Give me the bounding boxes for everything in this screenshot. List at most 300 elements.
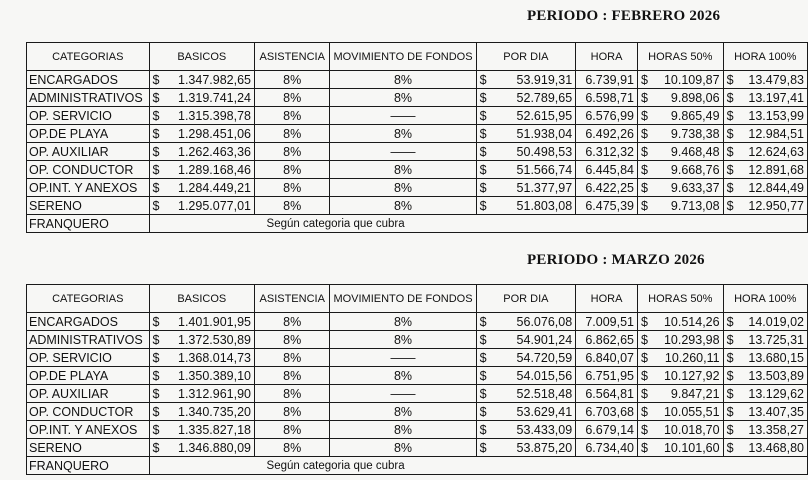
money-value [480,90,573,106]
amount: 10.260,11 [664,350,720,365]
column-header: POR DIA [476,285,576,313]
amount: 10.293,98 [663,332,720,347]
currency-symbol: $ [152,90,160,105]
amount: 54.015,56 [516,368,573,383]
currency-symbol: $ [726,198,734,213]
currency-symbol: $ [726,386,734,401]
basico-cell [149,349,254,367]
currency-symbol: $ [726,422,734,437]
table-row [27,107,808,125]
column-header: HORA 100% [723,285,807,313]
amount: 13.479,83 [748,72,804,87]
amount: 9.847,21 [670,386,720,401]
currency-symbol: $ [640,332,648,347]
money-value [727,162,804,178]
basico-cell [149,313,254,331]
money-value [641,126,720,142]
column-header: ASISTENCIA [255,43,330,71]
amount: 13.358,27 [748,422,804,437]
movimiento-cell: 8% [330,331,476,349]
table-row [27,71,808,89]
amount: 53.629,41 [516,404,573,419]
movimiento-cell: —— [330,385,476,403]
horas-50-cell [637,421,723,439]
amount: 54.901,24 [516,332,573,347]
amount: 9.738,38 [670,126,720,141]
hora-100-cell [723,403,807,421]
column-header: HORAS 50% [637,285,723,313]
currency-symbol: $ [726,350,734,365]
currency-symbol: $ [152,332,160,347]
currency-symbol: $ [640,314,648,329]
hora-100-cell [723,143,807,161]
money-value [480,350,573,366]
amount: 51.566,74 [516,162,573,177]
period-title-marzo: PERIODO : MARZO 2026 [527,252,705,268]
money-value [480,126,573,142]
amount: 51.803,08 [516,198,573,213]
money-value [153,90,251,106]
asistencia-cell: 8% [255,367,330,385]
table-row [27,89,808,107]
horas-50-cell [637,179,723,197]
money-value [153,368,251,384]
currency-symbol: $ [479,126,487,141]
currency-symbol: $ [726,404,734,419]
money-value [153,350,251,366]
currency-symbol: $ [152,108,160,123]
table-row [27,179,808,197]
hora-100-cell [723,349,807,367]
money-value [480,180,573,196]
amount: 52.615,95 [516,108,573,123]
money-value [153,386,251,402]
column-header: POR DIA [476,43,576,71]
hora-cell: 6.739,91 [576,71,638,89]
basico-cell [149,197,254,215]
hora-cell: 6.840,07 [576,349,638,367]
hora-100-cell [723,179,807,197]
asistencia-cell: 8% [255,179,330,197]
amount: 1.289.168,46 [178,162,251,177]
column-header: HORA [576,285,638,313]
currency-symbol: $ [152,180,160,195]
table-row [27,143,808,161]
currency-symbol: $ [640,126,648,141]
hora-cell: 6.312,32 [576,143,638,161]
amount: 1.346.880,09 [178,440,251,455]
currency-symbol: $ [726,314,734,329]
category-cell: SERENO [27,197,150,215]
por-dia-cell [476,89,576,107]
money-value [727,198,804,214]
hora-cell: 6.564,81 [576,385,638,403]
hora-cell: 6.734,40 [576,439,638,457]
por-dia-cell [476,385,576,403]
horas-50-cell [637,439,723,457]
category-cell: OP. SERVICIO [27,107,150,125]
money-value [153,72,251,88]
por-dia-cell [476,403,576,421]
basico-cell [149,125,254,143]
currency-symbol: $ [152,72,160,87]
franquero-note: Según categoria que cubra [149,457,807,475]
amount: 10.514,26 [663,314,720,329]
amount: 53.433,09 [516,422,573,437]
por-dia-cell [476,349,576,367]
amount: 9.468,48 [670,144,720,159]
hora-cell: 6.598,71 [576,89,638,107]
amount: 12.950,77 [748,198,804,213]
category-cell: OP. AUXILIAR [27,385,150,403]
header-row [27,285,808,313]
money-value [641,162,720,178]
hora-cell: 6.475,39 [576,197,638,215]
currency-symbol: $ [479,332,487,347]
category-cell: OP.DE PLAYA [27,367,150,385]
basico-cell [149,71,254,89]
franquero-row [27,457,808,475]
amount: 1.350.389,10 [178,368,251,383]
movimiento-cell: 8% [330,161,476,179]
por-dia-cell [476,143,576,161]
amount: 54.720,59 [516,350,573,365]
amount: 13.680,15 [748,350,804,365]
money-value [480,198,573,214]
movimiento-cell: 8% [330,421,476,439]
horas-50-cell [637,89,723,107]
por-dia-cell [476,125,576,143]
amount: 53.875,20 [516,440,573,455]
movimiento-cell: 8% [330,125,476,143]
asistencia-cell: 8% [255,71,330,89]
amount: 12.624,63 [748,144,804,159]
asistencia-cell: 8% [255,197,330,215]
por-dia-cell [476,107,576,125]
money-value [641,368,720,384]
period-title-febrero: PERIODO : FEBRERO 2026 [527,8,721,24]
amount: 12.891,68 [748,162,804,177]
currency-symbol: $ [479,350,487,365]
currency-symbol: $ [726,144,734,159]
money-value [727,350,804,366]
column-header: CATEGORIAS [27,43,150,71]
currency-symbol: $ [152,404,160,419]
amount: 13.153,99 [748,108,804,123]
currency-symbol: $ [479,162,487,177]
money-value [641,198,720,214]
category-cell: OP. CONDUCTOR [27,161,150,179]
movimiento-cell: —— [330,143,476,161]
salary-table-febrero [26,42,808,233]
currency-symbol: $ [152,162,160,177]
asistencia-cell: 8% [255,421,330,439]
money-value [727,440,804,456]
hora-100-cell [723,313,807,331]
amount: 53.919,31 [516,72,573,87]
category-cell: OP. CONDUCTOR [27,403,150,421]
hora-100-cell [723,331,807,349]
hora-cell: 7.009,51 [576,313,638,331]
currency-symbol: $ [479,368,487,383]
amount: 13.197,41 [748,90,804,105]
currency-symbol: $ [640,422,648,437]
currency-symbol: $ [479,386,487,401]
money-value [727,422,804,438]
currency-symbol: $ [640,90,648,105]
basico-cell [149,331,254,349]
money-value [480,422,573,438]
movimiento-cell: 8% [330,439,476,457]
money-value [641,144,720,160]
money-value [641,314,720,330]
basico-cell [149,385,254,403]
franquero-row [27,215,808,233]
asistencia-cell: 8% [255,439,330,457]
money-value [727,314,804,330]
horas-50-cell [637,125,723,143]
money-value [641,332,720,348]
amount: 10.018,70 [663,422,720,437]
category-cell: FRANQUERO [27,215,150,233]
currency-symbol: $ [726,126,734,141]
amount: 10.101,60 [663,440,720,455]
currency-symbol: $ [640,368,648,383]
amount: 13.129,62 [748,386,804,401]
currency-symbol: $ [152,368,160,383]
currency-symbol: $ [479,90,487,105]
money-value [153,440,251,456]
money-value [727,72,804,88]
currency-symbol: $ [479,108,487,123]
amount: 52.789,65 [516,90,573,105]
amount: 50.498,53 [516,144,573,159]
basico-cell [149,143,254,161]
movimiento-cell: —— [330,107,476,125]
asistencia-cell: 8% [255,89,330,107]
currency-symbol: $ [152,314,160,329]
currency-symbol: $ [479,440,487,455]
basico-cell [149,161,254,179]
currency-symbol: $ [726,180,734,195]
column-header: BASICOS [149,43,254,71]
money-value [727,368,804,384]
currency-symbol: $ [726,440,734,455]
table-row [27,313,808,331]
amount: 1.335.827,18 [178,422,251,437]
por-dia-cell [476,313,576,331]
amount: 13.725,31 [748,332,804,347]
por-dia-cell [476,71,576,89]
money-value [480,162,573,178]
currency-symbol: $ [479,144,487,159]
currency-symbol: $ [640,72,648,87]
basico-cell [149,107,254,125]
category-cell: ADMINISTRATIVOS [27,331,150,349]
amount: 10.055,51 [663,404,720,419]
horas-50-cell [637,367,723,385]
por-dia-cell [476,179,576,197]
horas-50-cell [637,143,723,161]
table-row [27,197,808,215]
amount: 1.262.463,36 [178,144,251,159]
horas-50-cell [637,161,723,179]
hora-100-cell [723,107,807,125]
amount: 13.407,35 [748,404,804,419]
salary-table-marzo [26,284,808,475]
hora-cell: 6.576,99 [576,107,638,125]
category-cell: OP. AUXILIAR [27,143,150,161]
basico-cell [149,367,254,385]
amount: 51.938,04 [516,126,573,141]
money-value [727,90,804,106]
por-dia-cell [476,197,576,215]
hora-100-cell [723,197,807,215]
amount: 1.298.451,06 [178,126,251,141]
asistencia-cell: 8% [255,403,330,421]
horas-50-cell [637,197,723,215]
horas-50-cell [637,349,723,367]
currency-symbol: $ [726,368,734,383]
amount: 9.898,06 [670,90,720,105]
currency-symbol: $ [479,180,487,195]
money-value [480,144,573,160]
table-row [27,421,808,439]
currency-symbol: $ [640,144,648,159]
currency-symbol: $ [640,350,648,365]
currency-symbol: $ [152,350,160,365]
table-row [27,439,808,457]
money-value [480,404,573,420]
currency-symbol: $ [640,440,648,455]
table-row [27,403,808,421]
currency-symbol: $ [479,314,487,329]
amount: 1.368.014,73 [178,350,251,365]
table-row [27,385,808,403]
money-value [641,440,720,456]
table-row [27,331,808,349]
money-value [153,108,251,124]
hora-100-cell [723,385,807,403]
hora-cell: 6.422,25 [576,179,638,197]
money-value [641,108,720,124]
table-row [27,349,808,367]
currency-symbol: $ [726,108,734,123]
movimiento-cell: 8% [330,197,476,215]
amount: 1.284.449,21 [178,180,251,195]
asistencia-cell: 8% [255,349,330,367]
amount: 1.347.982,65 [178,72,251,87]
money-value [641,422,720,438]
money-value [480,108,573,124]
category-cell: OP. SERVICIO [27,349,150,367]
currency-symbol: $ [152,126,160,141]
hora-100-cell [723,161,807,179]
amount: 1.315.398,78 [178,108,251,123]
currency-symbol: $ [726,90,734,105]
category-cell: SERENO [27,439,150,457]
hora-cell: 6.862,65 [576,331,638,349]
money-value [153,162,251,178]
header-row [27,43,808,71]
money-value [727,332,804,348]
money-value [480,368,573,384]
basico-cell [149,89,254,107]
currency-symbol: $ [479,72,487,87]
movimiento-cell: 8% [330,403,476,421]
category-cell: FRANQUERO [27,457,150,475]
por-dia-cell [476,161,576,179]
amount: 12.844,49 [748,180,804,195]
currency-symbol: $ [640,404,648,419]
money-value [641,350,720,366]
currency-symbol: $ [152,422,160,437]
asistencia-cell: 8% [255,331,330,349]
currency-symbol: $ [479,422,487,437]
currency-symbol: $ [479,404,487,419]
hora-100-cell [723,71,807,89]
category-cell: OP.INT. Y ANEXOS [27,179,150,197]
currency-symbol: $ [726,162,734,177]
movimiento-cell: 8% [330,179,476,197]
column-header: BASICOS [149,285,254,313]
currency-symbol: $ [726,72,734,87]
amount: 9.865,49 [670,108,720,123]
horas-50-cell [637,107,723,125]
movimiento-cell: 8% [330,71,476,89]
money-value [727,180,804,196]
currency-symbol: $ [640,386,648,401]
hora-100-cell [723,367,807,385]
amount: 14.019,02 [748,314,804,329]
amount: 10.109,87 [663,72,720,87]
horas-50-cell [637,313,723,331]
currency-symbol: $ [479,198,487,213]
hora-cell: 6.679,14 [576,421,638,439]
column-header: HORAS 50% [637,43,723,71]
money-value [641,72,720,88]
column-header: MOVIMIENTO DE FONDOS [330,43,476,71]
money-value [727,386,804,402]
amount: 10.127,92 [663,368,720,383]
hora-cell: 6.751,95 [576,367,638,385]
money-value [727,126,804,142]
money-value [480,386,573,402]
currency-symbol: $ [152,144,160,159]
money-value [480,440,573,456]
currency-symbol: $ [640,108,648,123]
amount: 12.984,51 [748,126,804,141]
currency-symbol: $ [640,198,648,213]
money-value [727,144,804,160]
asistencia-cell: 8% [255,385,330,403]
amount: 1.401.901,95 [178,314,251,329]
category-cell: ADMINISTRATIVOS [27,89,150,107]
amount: 9.633,37 [670,180,720,195]
column-header: ASISTENCIA [255,285,330,313]
money-value [153,332,251,348]
amount: 56.076,08 [516,314,573,329]
amount: 9.713,08 [670,198,720,213]
currency-symbol: $ [152,440,160,455]
basico-cell [149,421,254,439]
column-header: MOVIMIENTO DE FONDOS [330,285,476,313]
por-dia-cell [476,367,576,385]
money-value [727,404,804,420]
money-value [641,404,720,420]
money-value [641,386,720,402]
basico-cell [149,439,254,457]
